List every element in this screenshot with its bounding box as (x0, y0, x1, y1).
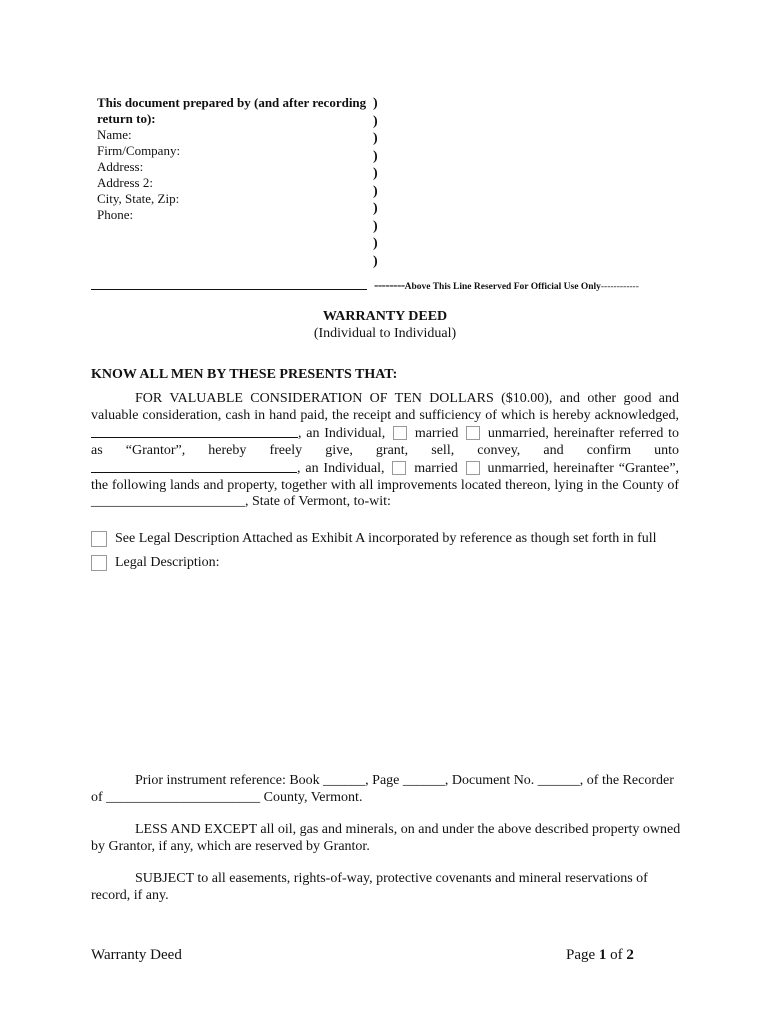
text: an Individual, (305, 461, 385, 476)
consideration-paragraph (91, 391, 679, 511)
text: , State of Vermont, to-wit: (245, 494, 391, 509)
dashes: -------- (374, 277, 405, 292)
legal-description-option (91, 555, 220, 571)
exhibit-option (91, 531, 657, 547)
field-address2: Address 2: (97, 175, 153, 190)
paren-column (373, 95, 378, 270)
prior-instrument-paragraph: Prior instrument reference: Book ______, Page ______, Document No. ______, of the Recorder of ______________________ County, Vermont. (91, 773, 674, 805)
paren: ) (373, 183, 378, 199)
signature-line (91, 289, 367, 290)
paren: ) (373, 148, 378, 164)
text: Page (566, 947, 596, 963)
field-phone: Phone: (97, 207, 134, 222)
less-and-except-paragraph: LESS AND EXCEPT all oil, gas and minerals, on and under the above described property owned by Grantor, if any, which are reserved by Grantor. (91, 822, 681, 854)
field-name: Name: (97, 127, 132, 142)
text: married (414, 426, 459, 441)
reserved-text: Above This Line Reserved For Official Use Only (404, 282, 601, 292)
subject-to-paragraph: SUBJECT to all easements, rights-of-way, protective covenants and mineral reservations of record, if any. (91, 871, 648, 903)
field-city-state-zip: City, State, Zip: (97, 191, 180, 206)
text: unmarried, hereinafter referred to as “Grantor”, hereby freely give, grant, sell, convey, and confirm unto (91, 426, 680, 458)
grantor-unmarried-checkbox[interactable] (466, 426, 480, 440)
legal-description-checkbox[interactable] (91, 555, 107, 571)
paren: ) (373, 96, 378, 111)
footer-title: Warranty Deed (91, 947, 182, 963)
paren: ) (373, 113, 378, 129)
field-firm: Firm/Company: (97, 143, 181, 158)
paren: ) (373, 201, 378, 216)
prepared-by-heading: This document prepared by (and after recording return to): (97, 95, 367, 126)
current-page: 1 (598, 947, 607, 963)
paren: ) (373, 218, 378, 234)
document-subtitle: (Individual to Individual) (313, 326, 457, 341)
page-number (566, 947, 634, 964)
text: of (610, 947, 623, 963)
paren: ) (373, 236, 378, 251)
paren: ) (373, 253, 378, 269)
prepared-by-block (97, 95, 367, 223)
county-blank[interactable]: ______________________ (91, 494, 245, 509)
total-pages: 2 (626, 947, 634, 963)
document-title: WARRANTY DEED (322, 309, 448, 324)
text: , (297, 461, 301, 476)
grantee-name-blank[interactable] (91, 459, 297, 473)
reserved-line-label (374, 277, 639, 293)
paren: ) (373, 166, 378, 181)
grantor-married-checkbox[interactable] (393, 426, 407, 440)
dashes: ------------ (600, 282, 639, 292)
text: unmarried, hereinafter “Grantee”, the following lands and property, together with all improvements located thereon, lying in the County of (91, 461, 680, 493)
text: , an Individual, (298, 426, 386, 441)
text: married (414, 461, 458, 476)
paren: ) (373, 131, 378, 146)
field-address: Address: (97, 159, 144, 174)
know-all-men-heading: KNOW ALL MEN BY THESE PRESENTS THAT: (91, 367, 398, 382)
grantor-name-blank[interactable] (91, 424, 298, 438)
grantee-married-checkbox[interactable] (392, 461, 406, 475)
exhibit-checkbox[interactable] (91, 531, 107, 547)
grantee-unmarried-checkbox[interactable] (466, 461, 480, 475)
legal-description-label: Legal Description: (115, 555, 220, 570)
consideration-text: FOR VALUABLE CONSIDERATION OF TEN DOLLARS ($10.00), and other good and valuable consideration, cash in hand paid, the receipt and sufficiency of which is hereby acknowledged, (91, 391, 679, 423)
exhibit-label: See Legal Description Attached as Exhibit A incorporated by reference as though set forth in full (115, 531, 657, 546)
